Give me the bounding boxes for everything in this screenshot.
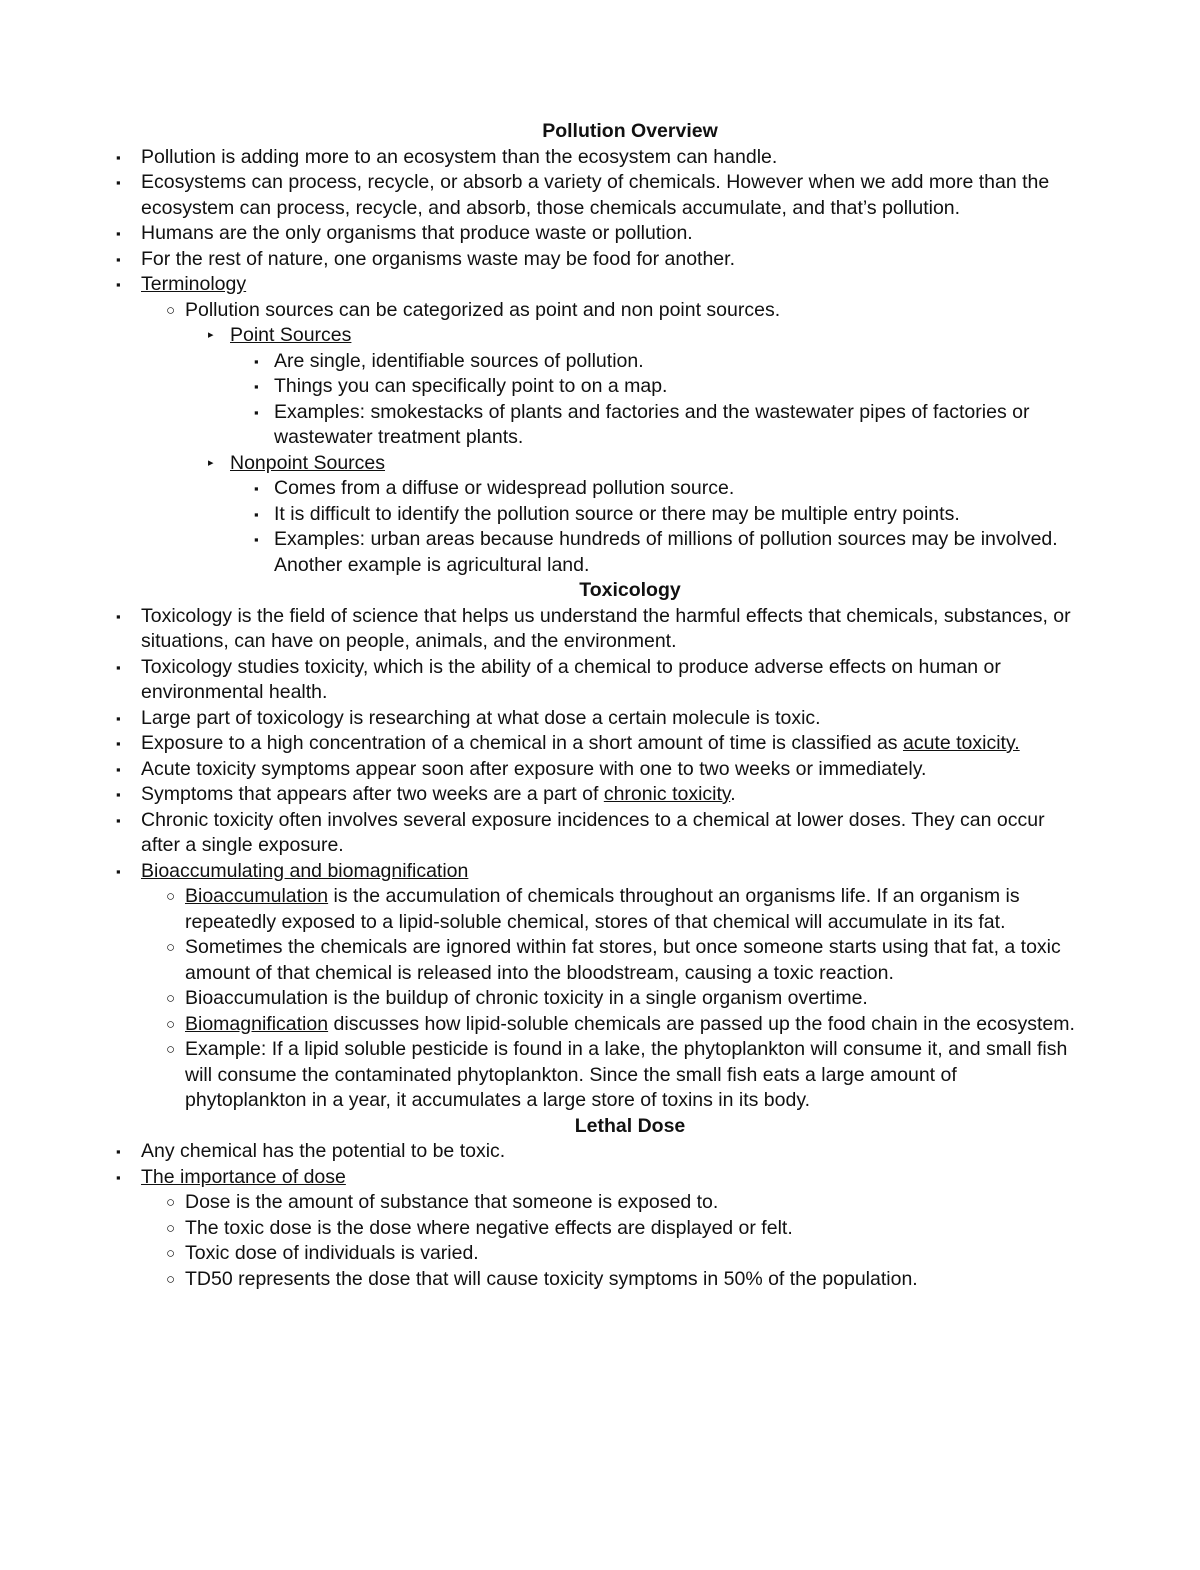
list-item: ▪ Toxicology studies toxicity, which is the ability of a chemical to produce adverse effects on human or environmental health.: [116, 655, 1001, 703]
bullet-square-icon: ▪: [116, 149, 121, 165]
bullet-square-icon: ▪: [116, 787, 121, 802]
heading-pollution-overview: Pollution Overview: [542, 120, 718, 142]
list-item: ▪ Any chemical has the potential to be toxic.: [0, 1139, 1081, 1165]
point-sources-heading: Point Sources: [230, 324, 352, 346]
bullet-circle-icon: ○: [166, 1015, 176, 1033]
bullet-circle-icon: ○: [166, 1041, 176, 1058]
bullet-circle-icon: ○: [166, 888, 176, 905]
list-item: ▪ Large part of toxicology is researching at what dose a certain molecule is toxic.: [0, 706, 1081, 732]
list-item: ▪ Exposure to a high concentration of a chemical in a short amount of time is classified as acute toxicity.: [0, 731, 1081, 757]
biomagnification-term: Biomagnification: [185, 1012, 329, 1035]
list-item: [0, 451, 1070, 477]
bullet-square-icon: ▪: [116, 1169, 121, 1185]
bullet-square-icon: ▪: [116, 226, 121, 241]
list-item: ○ The toxic dose is the dose where negative effects are displayed or felt.: [0, 1216, 1075, 1242]
list-item: ▪ Toxicology is the field of science that helps us understand the harmful effects that chemicals, substances, or situations, can have on people, animals, and the environment.: [116, 604, 1071, 652]
list-item: ▪ For the rest of nature, one organisms waste may be food for another.: [0, 247, 1081, 273]
list-item: [0, 859, 1081, 885]
bullet-square-icon: ▪: [254, 506, 259, 522]
list-item: ▪ Ecosystems can process, recycle, or absorb a variety of chemicals. However when we add more than the ecosystem can process, recycle, and absorb, those chemicals accumulate, and that’s pollution.: [116, 171, 1050, 219]
nonpoint-sources-heading: Nonpoint Sources: [230, 451, 386, 474]
list-item: ○ Biomagnification discusses how lipid-soluble chemicals are passed up the food chain in the ecosystem.: [0, 1012, 1075, 1038]
list-item: ▪ Symptoms that appears after two weeks are a part of chronic toxicity.: [0, 782, 1081, 808]
list-item: ○ Bioaccumulation is the accumulation of chemicals throughout an organisms life. If an organism is repeatedly exposed to a lipid-soluble chemical, stores of that chemical will accumulate in its fat.: [166, 885, 1020, 933]
list-item: [0, 1165, 1081, 1191]
list-item: ○ Toxic dose of individuals is varied.: [0, 1241, 1075, 1267]
heading-toxicology: Toxicology: [579, 579, 681, 601]
bullet-square-icon: ▪: [116, 659, 121, 675]
list-item: ○ Pollution sources can be categorized as point and non point sources.: [0, 298, 1075, 324]
bullet-square-icon: ▪: [116, 251, 121, 267]
pollution-list: [0, 145, 1200, 579]
bioaccumulation-term: Bioaccumulation: [185, 885, 329, 907]
bullet-circle-icon: ○: [166, 1245, 176, 1262]
bullet-square-icon: ▪: [116, 736, 121, 751]
lethal-dose-list: [0, 1139, 1200, 1292]
bullet-arrow-icon: ▸: [208, 329, 214, 341]
document-content: [0, 119, 1200, 1292]
list-item: ▪ Things you can specifically point to on a map.: [0, 374, 1064, 400]
list-item: ▪ Humans are the only organisms that produce waste or pollution.: [0, 221, 1081, 247]
list-item: [0, 272, 1081, 298]
bullet-square-icon: ▪: [116, 761, 121, 777]
list-item: ▪ It is difficult to identify the pollution source or there may be multiple entry points.: [0, 502, 1064, 528]
bullet-square-icon: ▪: [254, 404, 259, 420]
bullet-circle-icon: ○: [166, 990, 176, 1007]
toxicology-list: [0, 604, 1200, 1114]
bioaccumulating-heading: Bioaccumulating and biomagnification: [141, 859, 469, 882]
bullet-square-icon: ▪: [116, 863, 121, 879]
list-item: ▪ Comes from a diffuse or widespread pollution source.: [0, 476, 1064, 502]
bullet-circle-icon: ○: [166, 301, 176, 319]
bullet-square-icon: ▪: [116, 175, 121, 190]
heading-lethal-dose: Lethal Dose: [574, 1114, 686, 1137]
bullet-arrow-icon: ▸: [208, 456, 214, 469]
importance-of-dose-heading: The importance of dose: [141, 1165, 346, 1188]
list-item: ○ Sometimes the chemicals are ignored within fat stores, but once someone starts using that fat, a toxic amount of that chemical is released into the bloodstream, causing a toxic reaction.: [166, 936, 1061, 984]
list-item: [0, 323, 1070, 349]
bullet-circle-icon: ○: [166, 1219, 176, 1237]
bullet-square-icon: ▪: [116, 608, 121, 624]
bullet-square-icon: ▪: [116, 1144, 121, 1159]
bullet-square-icon: ▪: [254, 379, 259, 394]
bullet-square-icon: ▪: [254, 532, 259, 547]
chronic-toxicity-term: chronic toxicity: [603, 783, 731, 805]
bullet-circle-icon: ○: [166, 1270, 176, 1288]
bullet-square-icon: ▪: [116, 812, 121, 828]
list-item: ○ Example: If a lipid soluble pesticide is found in a lake, the phytoplankton will consume it, and small fish will consume the contaminated phytoplankton. Since the small fish eats a large amount of phytoplankton in a year, it accumulates a large store of toxins in its body.: [166, 1038, 1068, 1111]
acute-toxicity-term: acute toxicity.: [902, 732, 1020, 754]
list-item: ○ TD50 represents the dose that will cause toxicity symptoms in 50% of the population.: [0, 1267, 1075, 1293]
list-item: ▪ Examples: urban areas because hundreds of millions of pollution sources may be involved. Another example is agricultural land.: [254, 528, 1058, 576]
bullet-square-icon: ▪: [254, 353, 259, 369]
list-item: ▪ Examples: smokestacks of plants and factories and the wastewater pipes of factories or wastewater treatment plants.: [254, 400, 1030, 448]
bullet-square-icon: ▪: [116, 277, 121, 292]
bullet-circle-icon: ○: [166, 1194, 176, 1211]
list-item: ▪ Chronic toxicity often involves several exposure incidences to a chemical at lower doses. They can occur after a single exposure.: [116, 808, 1045, 856]
bullet-square-icon: ▪: [116, 710, 121, 726]
bullet-square-icon: ▪: [254, 481, 259, 496]
list-item: ▪ Acute toxicity symptoms appear soon after exposure with one to two weeks or immediately.: [0, 757, 1081, 783]
list-item: ▪ Pollution is adding more to an ecosystem than the ecosystem can handle.: [0, 145, 1081, 171]
terminology-heading: Terminology: [141, 273, 247, 295]
bullet-circle-icon: ○: [166, 939, 176, 956]
list-item: ▪ Are single, identifiable sources of pollution.: [0, 349, 1064, 375]
list-item: ○ Dose is the amount of substance that someone is exposed to.: [0, 1190, 1075, 1216]
list-item: ○ Bioaccumulation is the buildup of chronic toxicity in a single organism overtime.: [0, 986, 1075, 1012]
